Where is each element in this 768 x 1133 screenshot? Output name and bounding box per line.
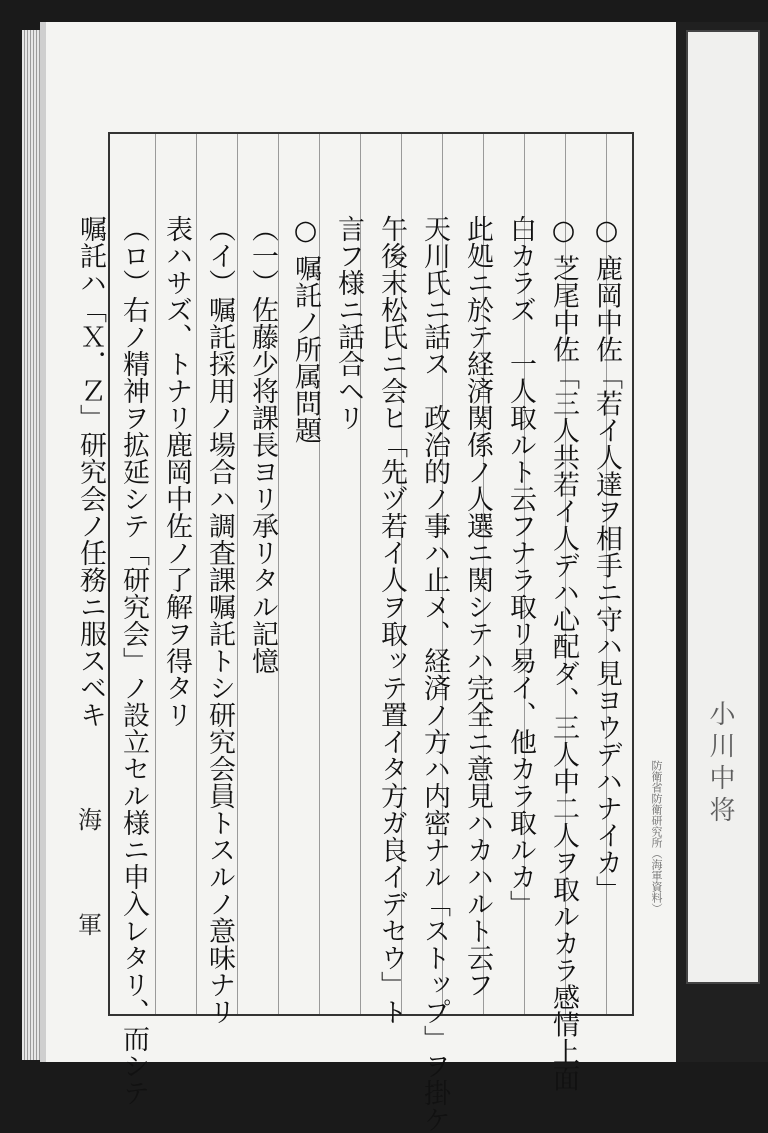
adjacent-page (686, 30, 760, 984)
manuscript-line: ○ 鹿岡中佐「若イ人達ヲ相手ニ守ハ見ヨウデハナイカ」 (591, 215, 622, 903)
margin-char-kai: 海 (78, 806, 102, 834)
margin-char-gun: 軍 (78, 911, 102, 939)
manuscript-body (75, 215, 628, 1133)
manuscript-line: 表ハサズ、トナリ鹿岡中佐ノ了解ヲ得タリ (161, 215, 192, 728)
manuscript-line: （イ）嘱託採用ノ場合ハ調査課嘱託トシ研究会員トスルノ意味ナリ (204, 215, 235, 1025)
manuscript-line: 白カラズ 一人取ルト云フナラ取リ易イ、他カラ取ルカ」 (505, 215, 536, 917)
manuscript-line: 天川氏ニ話ス 政治的ノ事ハ止メ、経済ノ方ハ内密ナル「ストップ」ヲ掛ケ (419, 215, 450, 1133)
side-handwritten-note: 小川中将 (705, 700, 735, 828)
manuscript-line: 午後末松氏ニ会ヒ「先ヅ若イ人ヲ取ッテ置イタ方ガ良イデセウ」ト (376, 215, 407, 1025)
manuscript-line: ○ 嘱託ノ所属問題 (290, 215, 321, 444)
manuscript-line: 此処ニ於テ経済関係ノ人選ニ関シテハ完全ニ意見ハカハルト云フ (462, 215, 493, 998)
manuscript-line: 言フ様ニ話合ヘリ (333, 215, 364, 431)
archive-stamp: 防衛省防衛研究所（海軍資料） (650, 760, 663, 914)
manuscript-line: ○ 芝尾中佐「三人共若イ人デハ心配ダ、三人中二人ヲ取ルカラ感情上面 (548, 215, 579, 1092)
manuscript-line: （ロ）右ノ精神ヲ拡延シテ「研究会」ノ設立セル様ニ申入レタリ、而シテ (118, 215, 149, 1106)
manuscript-line: 嘱託ハ「Ｘ．Ｚ」研究会ノ任務ニ服スベキ (75, 215, 106, 728)
manuscript-line: （一）佐藤少将課長ヨリ承リタル記憶 (247, 215, 278, 674)
